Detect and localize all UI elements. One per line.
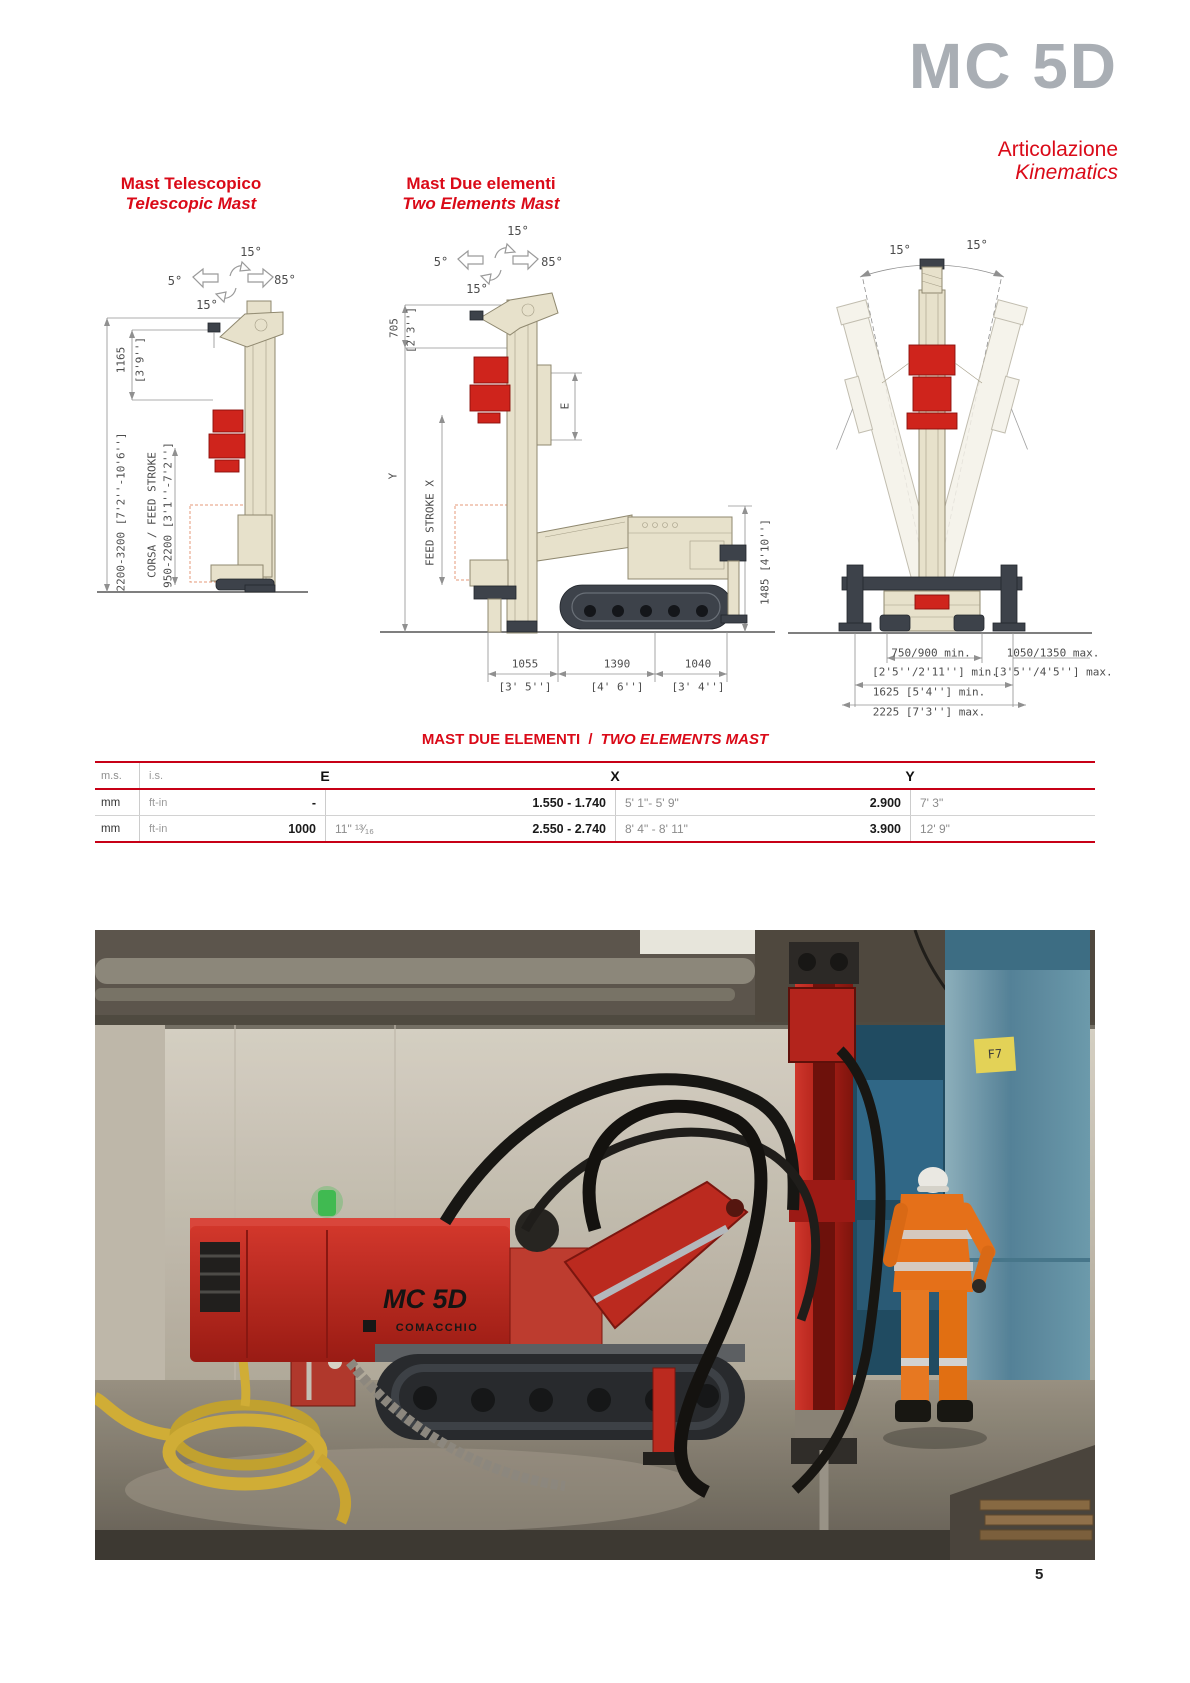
table-header-row (95, 763, 1095, 790)
table-row (95, 816, 1095, 841)
section-subtitle-en: Kinematics (1015, 161, 1118, 184)
front-span-max: 2225 [7'3''] max. (872, 705, 986, 719)
two-elements-dim-top-mm: 705 (387, 318, 401, 338)
cell-x-imperial: 5' 1"- 5' 9" (615, 790, 810, 815)
two-elements-dim-c-ft: [3' 4''] (671, 680, 725, 694)
two-elements-mast-table (95, 731, 1095, 843)
telescopic-dim-total: 2200-3200 [7'2''-10'6''] (114, 432, 128, 592)
cell-ms: mm (101, 796, 121, 809)
page-title: MC 5D (908, 30, 1118, 102)
table-title (95, 731, 1095, 748)
telescopic-stroke-label: CORSA / FEED STROKE (145, 452, 159, 578)
telescopic-mast-title-en: Telescopic Mast (125, 194, 257, 214)
telescopic-stroke-value: 950-2200 [3'1''-7'2''] (161, 442, 175, 588)
cell-e-imperial: 11" ¹³⁄₁₆ (325, 816, 475, 841)
telescopic-dim-head-mm: 1165 (114, 346, 128, 374)
two-elements-dim-feed-stroke: FEED STROKE X (423, 479, 437, 567)
table-row (95, 790, 1095, 816)
section-subtitle-it: Articolazione (997, 138, 1118, 161)
front-kinematics-drawing (780, 215, 1100, 720)
cell-e-metric: - (311, 795, 316, 810)
two-elements-dim-top-ft: [2'3''] (404, 306, 418, 354)
two-elements-angle-right: 85° (541, 255, 563, 269)
telescopic-angle-right: 85° (274, 273, 296, 287)
cell-x-metric: 1.550 - 1.740 (532, 795, 606, 810)
cell-is: ft-in (139, 790, 193, 815)
telescopic-angle-bottom: 15° (196, 298, 218, 312)
cell-x-imperial: 8' 4" - 8' 11" (615, 816, 810, 841)
cell-y-imperial: 7' 3" (910, 790, 1095, 815)
front-angle-right: 15° (966, 238, 988, 252)
page-number: 5 (1035, 1566, 1044, 1583)
two-elements-dim-e: E (558, 402, 572, 410)
table-title-separator: / (588, 731, 593, 748)
marker-note-text: F7 (987, 1046, 1003, 1062)
two-elements-dim-y: Y (386, 472, 400, 480)
two-elements-angle-left: 5° (433, 255, 449, 269)
cell-e-imperial (325, 790, 475, 815)
telescopic-mast-title (106, 174, 276, 215)
jobsite-photo (95, 930, 1095, 1560)
cell-ms: mm (101, 822, 121, 835)
col-header-y: Y (905, 767, 915, 784)
cell-y-imperial: 12' 9" (910, 816, 1095, 841)
front-track-min-ft: [2'5''/2'11''] min. (872, 665, 998, 679)
front-angle-left: 15° (889, 243, 911, 257)
two-elements-dim-rear: 1485 [4'10''] (758, 518, 772, 606)
machine-brand-label: COMACCHIO (395, 1322, 479, 1334)
front-track-max: 1050/1350 max. (1006, 646, 1100, 660)
col-header-x: X (610, 767, 620, 784)
two-elements-mast-title (395, 174, 567, 215)
telescopic-angle-top: 15° (240, 245, 262, 259)
telescopic-dim-head-ft: [3'9''] (133, 336, 147, 384)
table-title-it: MAST DUE ELEMENTI (421, 731, 581, 748)
machine-model-label: MC 5D (382, 1284, 468, 1314)
cell-is: ft-in (139, 816, 193, 841)
telescopic-angle-left: 5° (167, 274, 183, 288)
telescopic-mast-title-it: Mast Telescopico (120, 174, 262, 193)
two-elements-dim-a-ft: [3' 5''] (498, 680, 552, 694)
two-elements-angle-top: 15° (507, 224, 529, 238)
cell-y-metric: 3.900 (869, 821, 901, 836)
two-elements-dim-c-mm: 1040 (684, 657, 712, 671)
two-elements-mast-drawing (360, 215, 780, 695)
front-span-min: 1625 [5'4''] min. (872, 685, 986, 699)
two-elements-mast-title-it: Mast Due elementi (406, 174, 556, 193)
two-elements-dim-b-mm: 1390 (603, 657, 631, 671)
col-header-e: E (320, 767, 330, 784)
two-elements-mast-title-en: Two Elements Mast (402, 194, 560, 214)
two-elements-dim-a-mm: 1055 (511, 657, 539, 671)
jobsite-photo-art (95, 930, 1095, 1560)
table-title-en: TWO ELEMENTS MAST (600, 731, 769, 748)
front-track-max-ft: [3'5''/4'5''] max. (993, 665, 1113, 679)
front-track-min: 750/900 min. (891, 646, 971, 660)
two-elements-dim-b-ft: [4' 6''] (590, 680, 644, 694)
cell-e-metric: 1000 (288, 821, 316, 836)
cell-y-metric: 2.900 (869, 795, 901, 810)
col-header-ms: m.s. (101, 769, 122, 782)
cell-x-metric: 2.550 - 2.740 (532, 821, 606, 836)
col-header-is: i.s. (139, 763, 193, 788)
two-elements-angle-bottom: 15° (466, 282, 488, 296)
